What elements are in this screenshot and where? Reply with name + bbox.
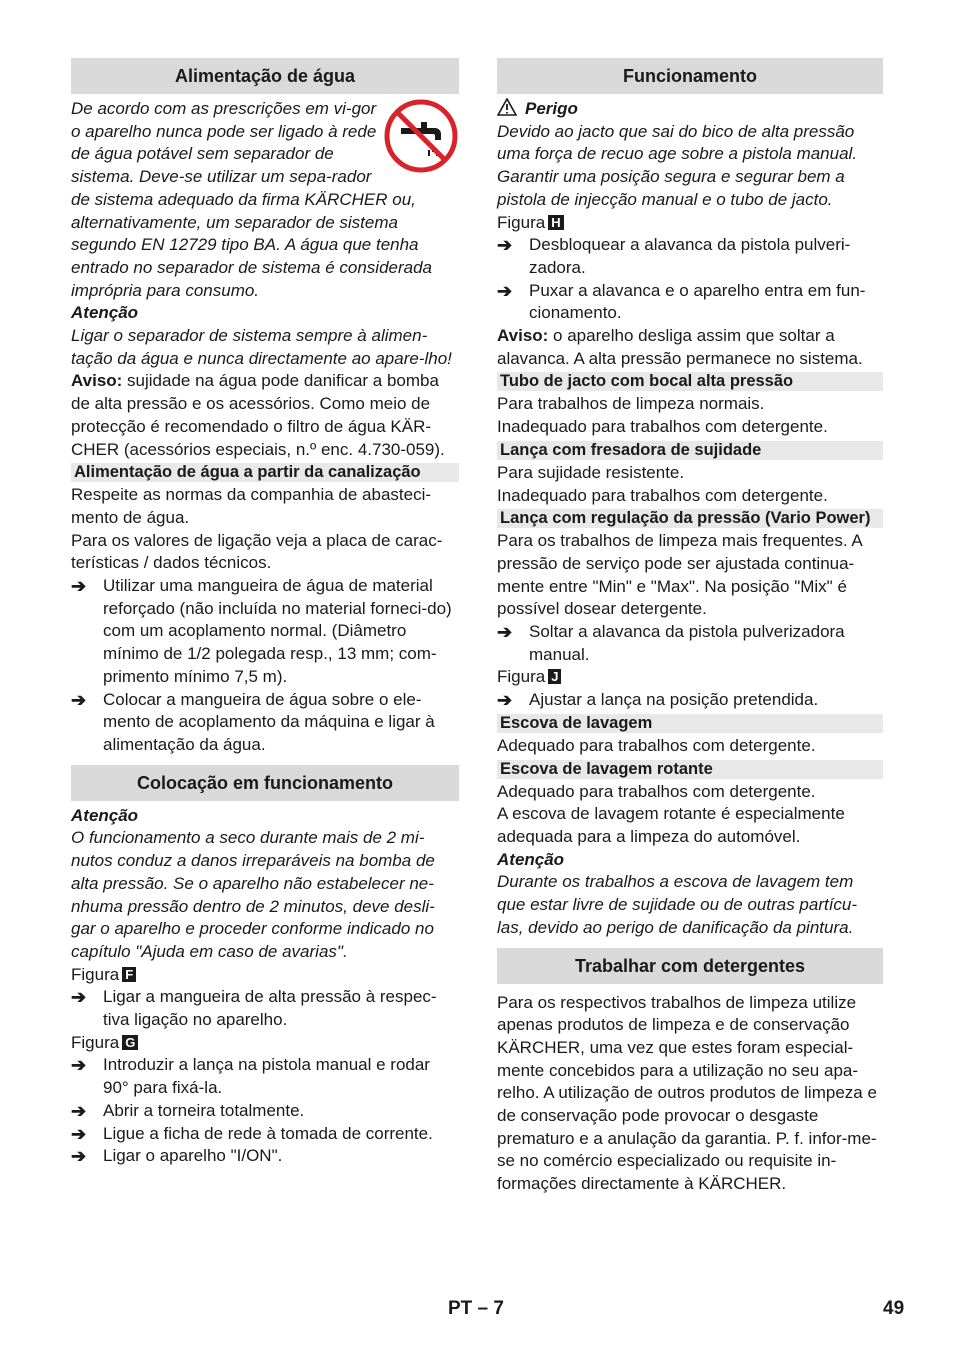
attention-text: O funcionamento a seco durante mais de 2 mi-nutos conduz a danos irreparáveis na bomba de alta pressão. Se o aparelho não estabelecer ne-nhuma pressão dentro de 2 minutos, deve desli-gar o aparelho e proceder conforme indicado no capítulo "Ajuda em caso de avarias".	[71, 828, 435, 961]
paragraph: Para os respectivos trabalhos de limpeza utilize apenas produtos de limpeza e de conservação KÄRCHER, uma vez que estes foram especial-mente concebidos para a utilização no seu apa-relho. A utilização de outros produtos de limpeza e de conservação pode provocar o desgaste prematuro e a anulação da garantia. P. f. infor-me-se no comércio especializado ou requisite in-formações directamente à KÄRCHER.	[497, 992, 877, 1194]
step-item	[497, 689, 883, 712]
arrow-right-icon: ➔	[71, 1100, 87, 1121]
attention-label: Atenção	[71, 303, 139, 323]
figure-reference	[497, 666, 883, 689]
danger-label: Perigo	[525, 99, 578, 118]
subheading-wash-brush: Escova de lavagem	[497, 714, 883, 733]
paragraph: Adequado para trabalhos com detergente.	[497, 735, 816, 755]
figure-label: Figura	[71, 964, 120, 984]
figure-label: Figura	[71, 1032, 120, 1052]
step-item	[71, 1054, 459, 1099]
figure-label: Figura	[497, 212, 546, 232]
subheading-vario-power: Lança com regulação da pressão (Vario Power)	[497, 509, 883, 528]
arrow-right-icon: ➔	[497, 622, 513, 643]
step-item	[497, 234, 883, 279]
arrow-right-icon: ➔	[71, 689, 87, 710]
arrow-right-icon: ➔	[71, 576, 87, 597]
step-item	[497, 280, 883, 325]
figure-reference	[71, 964, 459, 987]
right-column	[497, 58, 883, 1196]
intro-text: De acordo com as prescrições em vi-gor o aparelho nunca pode ser ligado à rede de água potável sem separador de sistema. Deve-se utilizar um sepa-rador de sistema adequado da firma KÄRCHER ou, alternativamente, um separador de sistema segundo EN 12729 tipo BA. A água que tenha entrado no separador de sistema é considerada imprópria para consumo.	[71, 99, 433, 300]
step-text: Desbloquear a alavanca da pistola pulveri-zadora.	[529, 235, 851, 277]
paragraph: Inadequado para trabalhos com detergente.	[497, 417, 828, 437]
paragraph: Para os trabalhos de limpeza mais frequentes. A pressão de serviço pode ser ajustada continua-mente entre "Min" e "Max". Na posição "Mix" é possível dosear detergente.	[497, 531, 862, 619]
step-text: Utilizar uma mangueira de água de material reforçado (não incluída no material forneci-do) com um acoplamento normal. (Diâmetro mínimo de 1/2 polegada resp., 13 mm; com-primento mínimo 7,5 m).	[103, 576, 452, 686]
notice-paragraph	[497, 325, 883, 370]
paragraph: Respeite as normas da companhia de abasteci-mento de água.	[71, 485, 432, 527]
section-heading-water-supply: Alimentação de água	[71, 58, 459, 94]
step-text: Introduzir a lança na pistola manual e rodar 90° para fixá-la.	[103, 1055, 430, 1098]
paragraph: Para sujidade resistente.	[497, 462, 685, 482]
arrow-right-icon: ➔	[497, 235, 513, 256]
attention-text: Ligar o separador de sistema sempre à alimen-tação da água e nunca directamente ao apare-lho!	[71, 326, 452, 368]
step-text: Puxar a alavanca e o aparelho entra em fun-cionamento.	[529, 280, 866, 323]
arrow-right-icon: ➔	[497, 690, 513, 711]
step-text: Ligar a mangueira de alta pressão à respec-tiva ligação no aparelho.	[103, 987, 437, 1030]
subheading-spray-lance: Tubo de jacto com bocal alta pressão	[497, 372, 883, 391]
notice-text: sujidade na água pode danificar a bomba de alta pressão e os acessórios. Como meio de protecção é recomendado o filtro de água KÄR-CHER (acessórios especiais, n.º enc. 4.730-059).	[71, 371, 445, 459]
section-heading-operation: Funcionamento	[497, 58, 883, 94]
notice-label: Aviso:	[497, 326, 549, 346]
attention-label: Atenção	[497, 849, 565, 869]
step-item	[71, 689, 459, 757]
subheading-dirt-blaster: Lança com fresadora de sujidade	[497, 441, 883, 460]
paragraph: Para os valores de ligação veja a placa de carac-terísticas / dados técnicos.	[71, 530, 443, 573]
step-text: Soltar a alavanca da pistola pulverizadora manual.	[529, 622, 845, 664]
left-column	[71, 58, 459, 1168]
step-item	[71, 1123, 459, 1146]
step-text: Ajustar a lança na posição pretendida.	[529, 690, 819, 710]
page-number: 49	[883, 1298, 905, 1319]
figure-label: Figura	[497, 667, 546, 687]
language-page-label: PT – 7	[448, 1298, 504, 1319]
step-text: Ligue a ficha de rede à tomada de corrente.	[103, 1123, 433, 1143]
arrow-right-icon: ➔	[71, 1146, 87, 1167]
section-heading-start-up: Colocação em funcionamento	[71, 765, 459, 801]
step-item	[71, 1145, 459, 1168]
notice-label: Aviso:	[71, 371, 123, 391]
figure-letter-badge: H	[548, 215, 563, 230]
figure-letter-badge: F	[122, 967, 136, 982]
no-drinking-water-icon	[383, 98, 459, 174]
arrow-right-icon: ➔	[71, 1123, 87, 1144]
section-heading-detergents: Trabalhar com detergentes	[497, 948, 883, 984]
paragraph: Para trabalhos de limpeza normais.	[497, 394, 765, 414]
step-text: Ligar o aparelho "I/ON".	[103, 1146, 283, 1166]
danger-text: Devido ao jacto que sai do bico de alta pressão uma força de recuo age sobre a pistola manual. Garantir uma posição segura e segurar bem a pistola de injecção manual e o tubo de jacto.	[497, 121, 858, 209]
subheading-rotating-brush: Escova de lavagem rotante	[497, 760, 883, 779]
step-item	[71, 986, 459, 1031]
arrow-right-icon: ➔	[497, 280, 513, 301]
attention-text: Durante os trabalhos a escova de lavagem tem que estar livre de sujidade ou de outras partícu-las, devido ao perigo de danificação da pintura.	[497, 872, 858, 937]
step-item	[71, 1100, 459, 1123]
paragraph: Inadequado para trabalhos com detergente.	[497, 485, 828, 505]
notice-paragraph	[71, 370, 459, 461]
paragraph: Adequado para trabalhos com detergente.	[497, 781, 816, 801]
attention-label: Atenção	[71, 805, 139, 825]
warning-triangle-icon	[497, 98, 517, 116]
step-text: Colocar a mangueira de água sobre o ele-mento de acoplamento da máquina e ligar à alimentação da água.	[103, 689, 435, 754]
paragraph: A escova de lavagem rotante é especialmente adequada para a limpeza do automóvel.	[497, 804, 845, 846]
arrow-right-icon: ➔	[71, 1055, 87, 1076]
step-text: Abrir a torneira totalmente.	[103, 1100, 305, 1120]
arrow-right-icon: ➔	[71, 987, 87, 1008]
figure-letter-badge: J	[548, 669, 561, 684]
figure-reference	[497, 212, 883, 235]
danger-heading	[497, 98, 883, 121]
step-item	[497, 621, 883, 666]
figure-reference	[71, 1032, 459, 1055]
figure-letter-badge: G	[122, 1035, 138, 1050]
step-item	[71, 575, 459, 689]
subheading-mains-water: Alimentação de água a partir da canalização	[71, 463, 459, 482]
notice-text: o aparelho desliga assim que soltar a alavanca. A alta pressão permanece no sistema.	[497, 326, 863, 368]
